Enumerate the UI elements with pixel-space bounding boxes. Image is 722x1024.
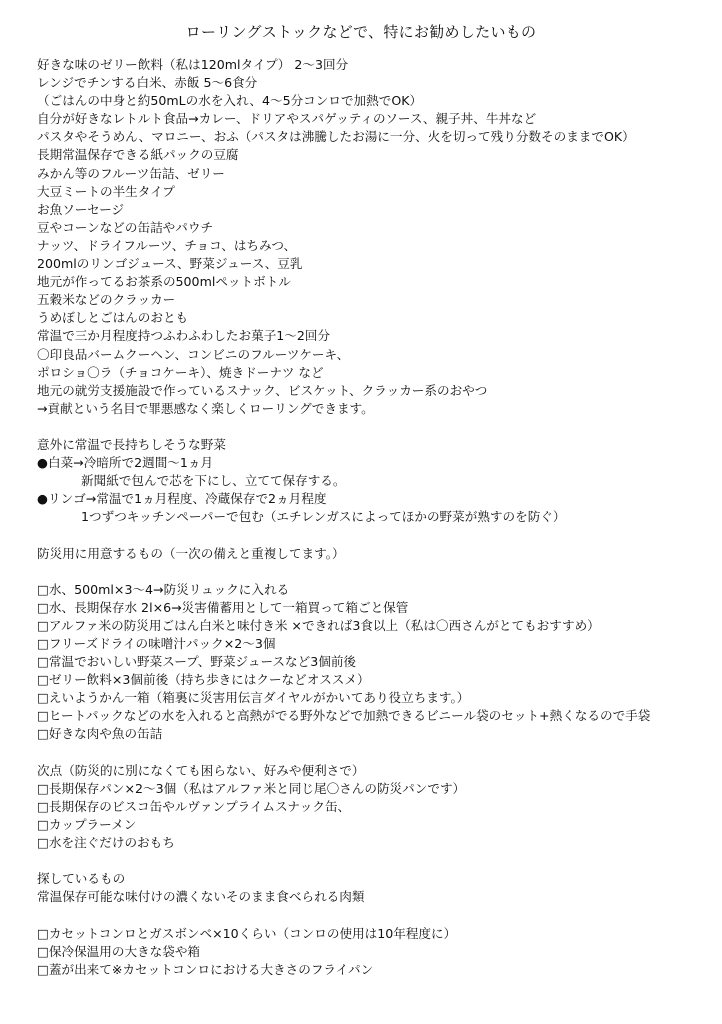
checklist-item: □カセットコンロとガスボンベ×10くらい（コンロの使用は10年程度に） — [37, 925, 457, 941]
checklist-item: □蓋が出来て※カセットコンロにおける大きさのフライパン — [37, 961, 374, 977]
section-heading: 防災用に用意するもの（一次の備えと重複してます。） — [37, 545, 345, 561]
text-line: レンジでチンする白米、赤飯 5～6食分 — [37, 75, 258, 91]
document-body — [37, 56, 717, 979]
checklist-item: □ゼリー飲料×3個前後（持ち歩きにはクーなどオススメ） — [37, 672, 370, 688]
checklist-item: □好きな肉や魚の缶詰 — [37, 726, 163, 742]
text-line: 好きな味のゼリー飲料（私は120mlタイプ） 2～3回分 — [37, 57, 349, 72]
checklist-item: □長期保存のビスコ缶やルヴァンプライムスナック缶、 — [37, 798, 351, 814]
recommended-items-section — [37, 56, 717, 418]
blank-line — [37, 418, 717, 436]
checklist-item: □水を注ぐだけのおもち — [37, 835, 175, 851]
disaster-prep-section — [37, 545, 717, 744]
text-line: みかん等のフルーツ缶詰、ゼリー — [37, 165, 225, 181]
checklist-item: □ヒートパックなどの水を入れると高熱がでる野外などで加熱できるビニール袋のセット+熱くなるので手袋 — [37, 708, 651, 724]
text-line: うめぼしとごはんのおとも — [37, 310, 189, 326]
text-line: 大豆ミートの半生タイプ — [37, 183, 175, 199]
searching-items-section — [37, 870, 717, 979]
text-line: 五穀米などのクラッカー — [37, 292, 176, 308]
list-item: ●白菜→冷暗所で2週間～1ヵ月 — [37, 455, 214, 471]
checklist-item: □保冷保温用の大きな袋や箱 — [37, 943, 201, 959]
list-item: ●リンゴ→常温で1ヵ月程度、冷蔵保存で2ヵ月程度 — [37, 491, 327, 507]
text-line: 自分が好きなレトルト食品→カレー、ドリアやスパゲッティのソース、親子丼、牛丼など — [37, 111, 537, 127]
blank-line — [37, 852, 717, 870]
text-line: 地元の就労支援施設で作っているスナック、ビスケット、クラッカー系のおやつ — [37, 382, 488, 398]
text-line: お魚ソーセージ — [37, 201, 125, 217]
text-line: パスタやそうめん、マロニー、おふ（パスタは沸騰したお湯に一分、火を切って残り分数そのままでOK） — [37, 129, 635, 145]
text-line: 常温で三か月程度持つふわふわしたお菓子1～2回分 — [37, 328, 331, 344]
blank-line — [37, 906, 717, 924]
long-lasting-vegetables-section — [37, 436, 717, 526]
checklist-item: □水、長期保存水 2l×6→災害備蓄用として一箱買って箱ごと保管 — [37, 599, 409, 615]
blank-line — [37, 526, 717, 544]
text-line: ナッツ、ドライフルーツ、チョコ、はちみつ、 — [37, 237, 297, 253]
text-line: 豆やコーンなどの缶詰やパウチ — [37, 219, 214, 235]
checklist-item: □フリーズドライの味噌汁パック×2～3個 — [37, 636, 276, 651]
list-item-note: 新聞紙で包んで芯を下にし、立てて保存する。 — [81, 473, 346, 489]
blank-line — [37, 563, 717, 581]
checklist-item: □えいようかん一箱（箱裏に災害用伝言ダイヤルがかいてあり役立ちます。） — [37, 690, 470, 706]
list-item-note: 1つずつキッチンペーパーで包む（エチレンガスによってほかの野菜が熟すのを防ぐ） — [81, 509, 566, 525]
checklist-item: □常温でおいしい野菜スープ、野菜ジュースなど3個前後 — [37, 654, 357, 670]
text-line: 200mlのリンゴジュース、野菜ジュース、豆乳 — [37, 256, 303, 272]
section-heading: 意外に常温で長持ちしそうな野菜 — [37, 436, 226, 452]
section-heading: 探しているもの — [37, 871, 126, 887]
text-line: ポロショ〇ラ（チョコケーキ）、焼きドーナツ など — [37, 364, 324, 380]
secondary-items-section — [37, 762, 717, 852]
text-line: →貢献という名目で罪悪感なく楽しくローリングできます。 — [37, 400, 374, 416]
section-subheading: 常温保存可能な味付けの濃くないそのまま食べられる肉類 — [37, 889, 365, 905]
blank-line — [37, 744, 717, 762]
text-line: （ごはんの中身と約50mLの水を入れ、4～5分コンロで加熱でOK） — [37, 93, 423, 109]
checklist-item: □カップラーメン — [37, 816, 137, 832]
text-line: 地元が作ってるお茶系の500mlペットボトル — [37, 274, 291, 290]
checklist-item: □アルファ米の防災用ごはん白米と味付き米 ×できれば3食以上（私は〇西さんがとてもおすすめ） — [37, 617, 600, 633]
document-title: ローリングストックなどで、特にお勧めしたいもの — [185, 23, 537, 41]
checklist-item: □水、500ml×3～4→防災リュックに入れる — [37, 581, 290, 597]
text-line: 〇印良品バームクーヘン、コンビニのフルーツケーキ、 — [37, 346, 350, 362]
checklist-item: □長期保存パン×2～3個（私はアルファ米と同じ尾〇さんの防災パンです） — [37, 780, 466, 796]
section-heading: 次点（防災的に別になくても困らない、好みや便利さで） — [37, 762, 365, 778]
text-line: 長期常温保存できる紙パックの豆腐 — [37, 147, 239, 163]
